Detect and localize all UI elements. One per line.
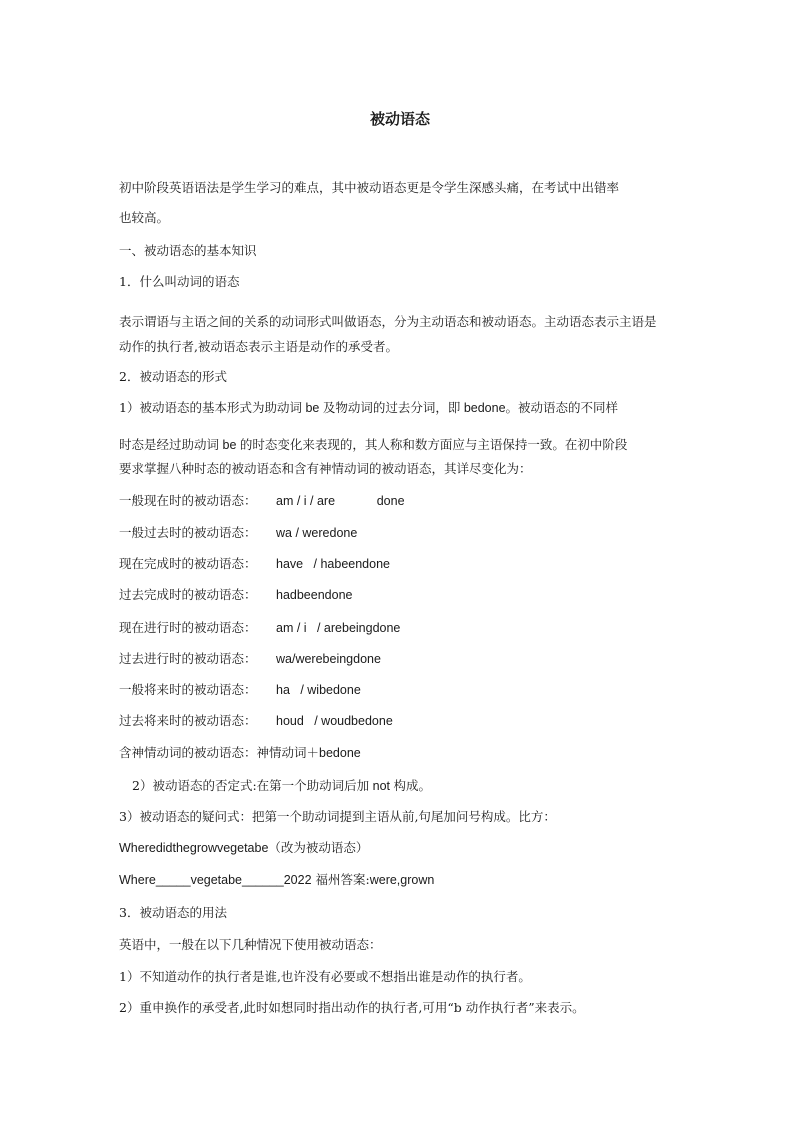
modal-line [119, 745, 361, 761]
tense-be: be [219, 438, 240, 452]
subsection-heading-1: 1．什么叫动词的语态 [119, 274, 240, 289]
page-title: 被动语态 [369, 110, 430, 128]
tense-label: 过去进行时的被动语态： [119, 651, 257, 666]
tense-label: 现在完成时的被动语态： [119, 556, 257, 571]
tense-label: 一般过去时的被动语态： [119, 525, 257, 540]
example-line-2 [119, 872, 434, 888]
tense-form: wa / weredone [276, 526, 358, 540]
intro-line-2: 也较高。 [119, 210, 170, 225]
tense-row [119, 493, 679, 509]
tense-text-1: 时态是经过助动词 [119, 437, 220, 452]
usage-item-2: 2）重申换作的承受者,此时如想同时指出动作的执行者,可用“b 动作执行者”来表示。 [119, 1000, 585, 1015]
intro-line-1: 初中阶段英语语法是学生学习的难点，其中被动语态更是令学生深感头痛，在考试中出错率 [119, 180, 620, 195]
tense-row [119, 620, 679, 636]
subsection-heading-2: 2．被动语态的形式 [119, 369, 227, 384]
section-heading: 一、被动语态的基本知识 [119, 243, 257, 258]
form-text-1: 1）被动语态的基本形式为助动词 [119, 400, 302, 415]
tense-row [119, 587, 679, 603]
form-text-3: 。被动语态的不同样 [505, 400, 619, 415]
modal-text: 含神情动词的被动语态：神情动词＋ [119, 745, 320, 760]
form-text-2: 及物动词的过去分词，即 [322, 400, 461, 415]
tense-label: 现在进行时的被动语态： [119, 620, 257, 635]
tense-label: 过去将来时的被动语态： [119, 713, 257, 728]
example-2-answer: were,grown [369, 873, 435, 887]
example-2-sentence: Where_____vegetabe______2022 [119, 873, 312, 887]
tense-line-1 [119, 437, 627, 453]
example-2-note: 福州答案: [311, 872, 370, 887]
modal-form: bedone [319, 746, 361, 760]
tense-text-2: 的时态变化来表现的，其人称和数方面应与主语保持一致。在初中阶段 [239, 437, 628, 452]
negative-line [132, 778, 431, 794]
tense-form: am / i / arebeingdone [276, 621, 401, 635]
tense-label: 一般将来时的被动语态： [119, 682, 257, 697]
tense-form: wa/werebeingdone [276, 652, 381, 666]
tense-label: 一般现在时的被动语态： [119, 493, 257, 508]
form-be: be [301, 401, 323, 415]
usage-intro: 英语中，一般在以下几种情况下使用被动语态： [119, 937, 382, 952]
tense-label: 过去完成时的被动语态： [119, 587, 257, 602]
negative-text-1: 2）被动语态的否定式:在第一个助动词后加 [132, 778, 370, 793]
example-1-sentence: Wheredidthegrowvegetabe [119, 841, 269, 855]
tense-form: have / habeendone [276, 557, 390, 571]
tense-form: hadbeendone [276, 588, 353, 602]
negative-text-2: 构成。 [393, 778, 432, 793]
negative-not: not [369, 779, 394, 793]
tense-line-2: 要求掌握八种时态的被动语态和含有神情动词的被动语态，其详尽变化为： [119, 461, 532, 476]
example-line-1 [119, 840, 368, 856]
tense-row [119, 682, 679, 698]
tense-row [119, 556, 679, 572]
tense-row [119, 651, 679, 667]
definition-line-2: 动作的执行者,被动语态表示主语是动作的承受者。 [119, 339, 398, 354]
example-1-note: （改为被动语态） [268, 840, 369, 855]
subsection-heading-3: 3．被动语态的用法 [119, 905, 227, 920]
definition-line-1: 表示谓语与主语之间的关系的动词形式叫做语态，分为主动语态和被动语态。主动语态表示主语是 [119, 314, 657, 329]
form-bedone: bedone [460, 401, 506, 415]
question-line: 3）被动语态的疑问式：把第一个助动词提到主语从前,句尾加问号构成。比方： [119, 809, 556, 824]
form-paragraph-line [119, 400, 618, 416]
tense-form: am / i / are done [276, 494, 405, 508]
usage-item-1: 1）不知道动作的执行者是谁,也许没有必要或不想指出谁是动作的执行者。 [119, 969, 531, 984]
tense-row [119, 713, 679, 729]
tense-form: ha / wibedone [276, 683, 361, 697]
tense-form: houd / woudbedone [276, 714, 393, 728]
tense-row [119, 525, 679, 541]
